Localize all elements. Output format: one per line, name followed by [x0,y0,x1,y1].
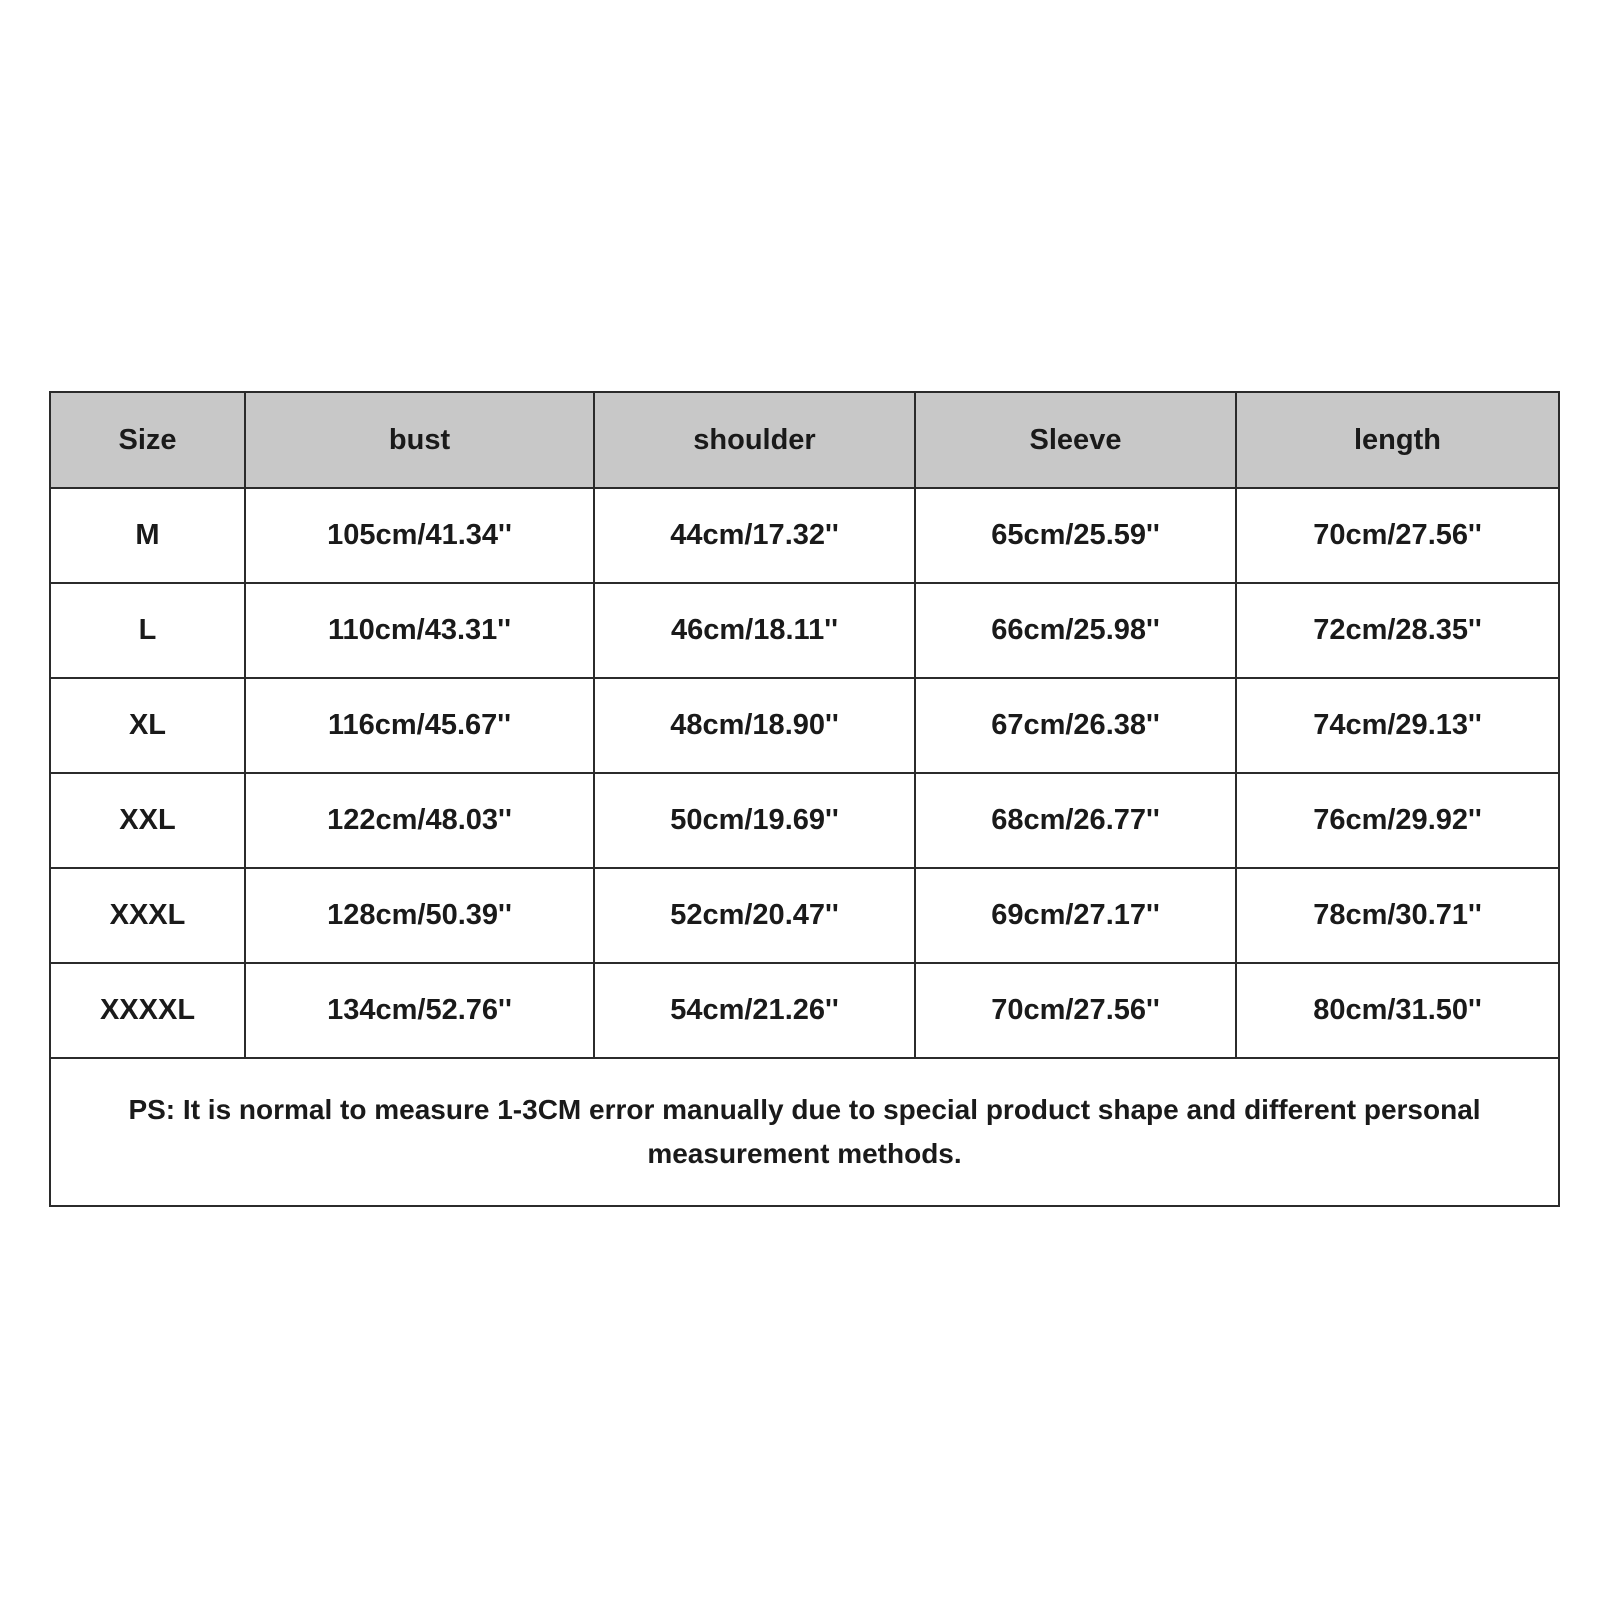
cell-sleeve: 67cm/26.38'' [915,678,1236,773]
cell-bust: 134cm/52.76'' [245,963,594,1058]
cell-length: 72cm/28.35'' [1236,583,1559,678]
cell-size: XXXXL [50,963,245,1058]
cell-sleeve: 70cm/27.56'' [915,963,1236,1058]
cell-size: M [50,488,245,583]
header-length: length [1236,392,1559,488]
table-row [50,488,1559,583]
cell-bust: 105cm/41.34'' [245,488,594,583]
cell-sleeve: 65cm/25.59'' [915,488,1236,583]
cell-length: 70cm/27.56'' [1236,488,1559,583]
cell-shoulder: 48cm/18.90'' [594,678,915,773]
cell-size: XXL [50,773,245,868]
cell-length: 78cm/30.71'' [1236,868,1559,963]
cell-size: XL [50,678,245,773]
table-body [50,488,1559,1058]
table-row [50,678,1559,773]
cell-shoulder: 54cm/21.26'' [594,963,915,1058]
table-row [50,963,1559,1058]
cell-bust: 116cm/45.67'' [245,678,594,773]
cell-size: L [50,583,245,678]
table-row [50,868,1559,963]
cell-length: 76cm/29.92'' [1236,773,1559,868]
table-row [50,773,1559,868]
note-row [50,1058,1559,1206]
table-header [50,392,1559,488]
header-row [50,392,1559,488]
cell-sleeve: 66cm/25.98'' [915,583,1236,678]
cell-shoulder: 50cm/19.69'' [594,773,915,868]
size-chart-table [49,391,1560,1207]
header-bust: bust [245,392,594,488]
table-row [50,583,1559,678]
cell-bust: 110cm/43.31'' [245,583,594,678]
cell-sleeve: 69cm/27.17'' [915,868,1236,963]
cell-shoulder: 44cm/17.32'' [594,488,915,583]
measurement-note: PS: It is normal to measure 1-3CM error manually due to special product shape and different personal measurement methods. [50,1058,1559,1206]
cell-bust: 128cm/50.39'' [245,868,594,963]
header-size: Size [50,392,245,488]
cell-sleeve: 68cm/26.77'' [915,773,1236,868]
cell-length: 74cm/29.13'' [1236,678,1559,773]
header-shoulder: shoulder [594,392,915,488]
cell-bust: 122cm/48.03'' [245,773,594,868]
cell-shoulder: 46cm/18.11'' [594,583,915,678]
cell-length: 80cm/31.50'' [1236,963,1559,1058]
cell-shoulder: 52cm/20.47'' [594,868,915,963]
header-sleeve: Sleeve [915,392,1236,488]
cell-size: XXXL [50,868,245,963]
table-footer [50,1058,1559,1206]
